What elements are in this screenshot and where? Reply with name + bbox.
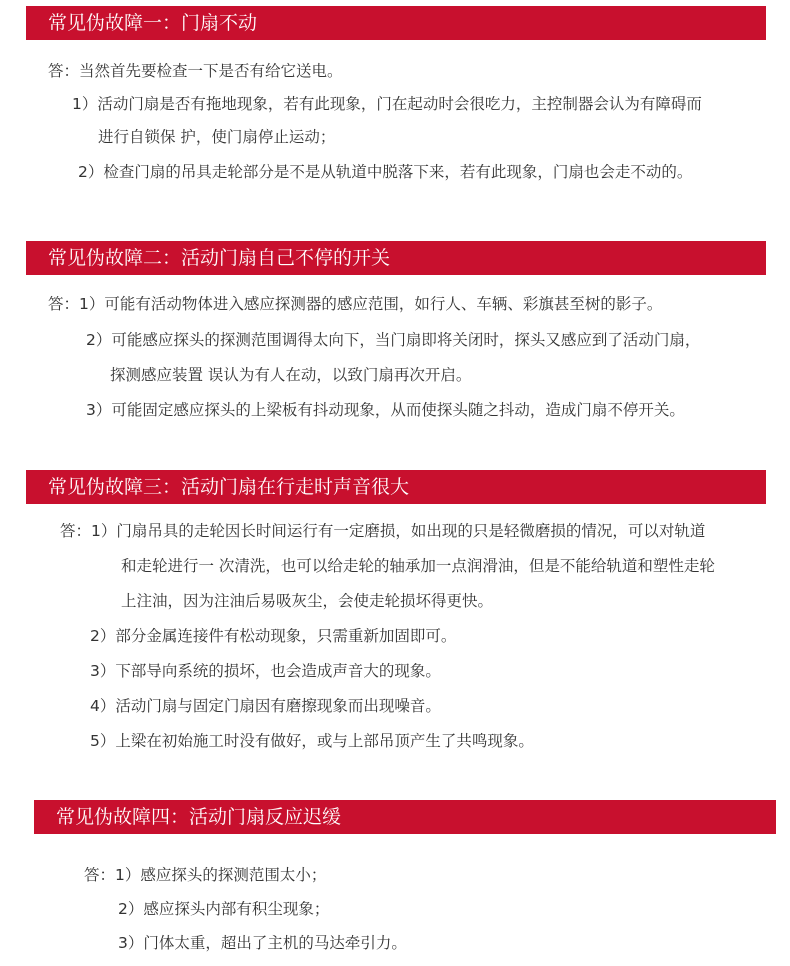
- answer-line: 答：1）可能有活动物体进入感应探测器的感应范围，如行人、车辆、彩旗甚至树的影子。: [48, 295, 663, 313]
- answer-line: 2）部分金属连接件有松动现象，只需重新加固即可。: [90, 627, 457, 645]
- fault-header-3: 常见伪故障三：活动门扇在行走时声音很大: [26, 470, 766, 504]
- answer-line: 答：1）感应探头的探测范围太小；: [84, 866, 327, 884]
- fault-header-4: 常见伪故障四：活动门扇反应迟缓: [34, 800, 776, 834]
- answer-line: 2）感应探头内部有积尘现象；: [118, 900, 330, 918]
- answer-line: 1）活动门扇是否有拖地现象，若有此现象，门在起动时会很吃力，主控制器会认为有障碍而: [72, 95, 702, 113]
- fault-header-1: 常见伪故障一：门扇不动: [26, 6, 766, 40]
- answer-line: 上注油，因为注油后易吸灰尘，会使走轮损坏得更快。: [121, 592, 494, 610]
- answer-line: 探测感应装置 误认为有人在动，以致门扇再次开启。: [110, 366, 472, 384]
- answer-line: 3）下部导向系统的损坏，也会造成声音大的现象。: [90, 662, 441, 680]
- fault-header-2: 常见伪故障二：活动门扇自己不停的开关: [26, 241, 766, 275]
- answer-line: 2）可能感应探头的探测范围调得太向下，当门扇即将关闭时，探头又感应到了活动门扇，: [86, 331, 701, 349]
- answer-line: 5）上梁在初始施工时没有做好，或与上部吊顶产生了共鸣现象。: [90, 732, 534, 750]
- answer-line: 4）活动门扇与固定门扇因有磨擦现象而出现噪音。: [90, 697, 441, 715]
- answer-line: 和走轮进行一 次清洗，也可以给走轮的轴承加一点润滑油，但是不能给轨道和塑性走轮: [121, 557, 715, 575]
- answer-line: 进行自锁保 护，使门扇停止运动；: [98, 128, 336, 146]
- answer-line: 2）检查门扇的吊具走轮部分是不是从轨道中脱落下来，若有此现象，门扇也会走不动的。: [78, 163, 693, 181]
- answer-line: 答：1）门扇吊具的走轮因长时间运行有一定磨损，如出现的只是轻微磨损的情况，可以对轨道: [60, 522, 706, 540]
- answer-line: 答：当然首先要检查一下是否有给它送电。: [48, 62, 343, 80]
- answer-line: 3）门体太重，超出了主机的马达牵引力。: [118, 934, 407, 952]
- answer-line: 3）可能固定感应探头的上梁板有抖动现象，从而使探头随之抖动，造成门扇不停开关。: [86, 401, 685, 419]
